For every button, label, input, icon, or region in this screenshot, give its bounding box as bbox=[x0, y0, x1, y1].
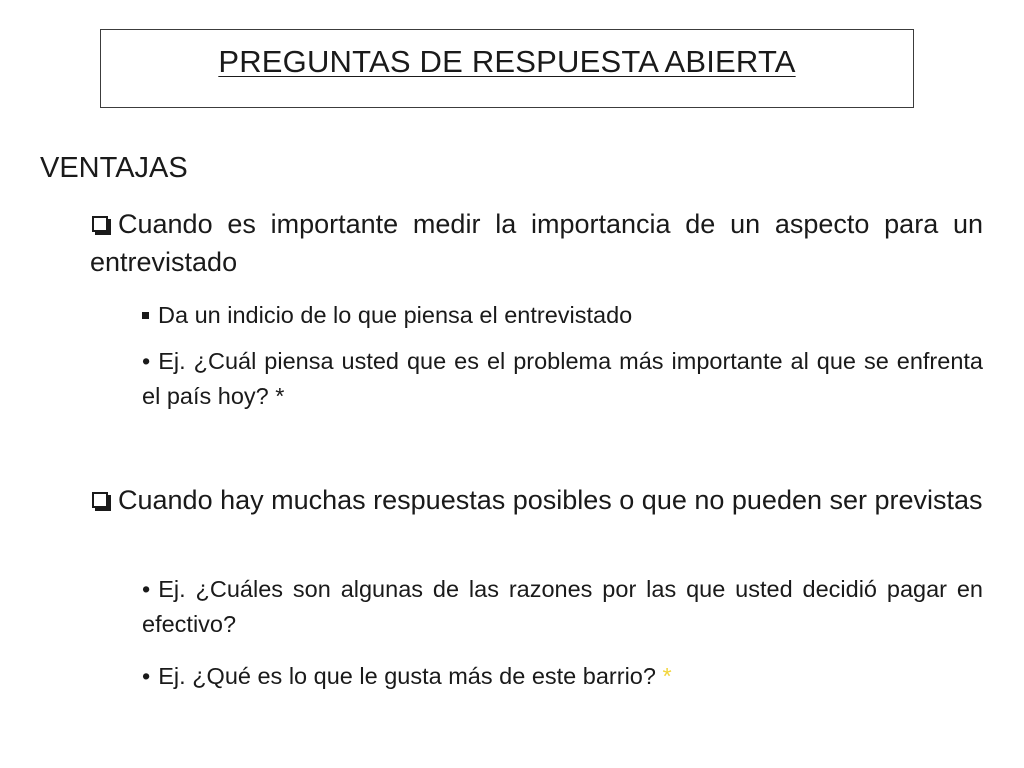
checkbox-bullet-icon bbox=[92, 216, 108, 232]
list-item bbox=[90, 205, 983, 281]
list-item-text: Ej. ¿Cuáles son algunas de las razones por las que usted decidió pagar en efectivo? bbox=[142, 576, 983, 637]
list-item-text: Da un indicio de lo que piensa el entrevistado bbox=[158, 302, 633, 328]
list-item-text: Cuando hay muchas respuestas posibles o que no pueden ser previstas bbox=[118, 485, 983, 515]
list-item bbox=[142, 659, 983, 694]
dot-bullet-icon: • bbox=[142, 576, 151, 602]
list-item-text: Ej. ¿Qué es lo que le gusta más de este barrio? bbox=[158, 663, 656, 689]
slide-title: PREGUNTAS DE RESPUESTA ABIERTA bbox=[218, 44, 796, 79]
dot-bullet-icon: • bbox=[142, 663, 151, 689]
section-heading: VENTAJAS bbox=[40, 152, 188, 184]
highlight-marker: * bbox=[662, 663, 672, 689]
list-item-text: Cuando es importante medir la importancia de un aspecto para un entrevistado bbox=[90, 209, 983, 277]
square-bullet-icon bbox=[142, 312, 149, 319]
checkbox-bullet-icon bbox=[92, 492, 108, 508]
list-item bbox=[90, 481, 983, 519]
list-item bbox=[142, 572, 983, 642]
list-item bbox=[142, 298, 983, 333]
list-item bbox=[142, 344, 983, 414]
title-box bbox=[100, 29, 914, 108]
dot-bullet-icon: • bbox=[142, 348, 151, 374]
list-item-text: Ej. ¿Cuál piensa usted que es el problema más importante al que se enfrenta el país hoy? * bbox=[142, 348, 983, 409]
